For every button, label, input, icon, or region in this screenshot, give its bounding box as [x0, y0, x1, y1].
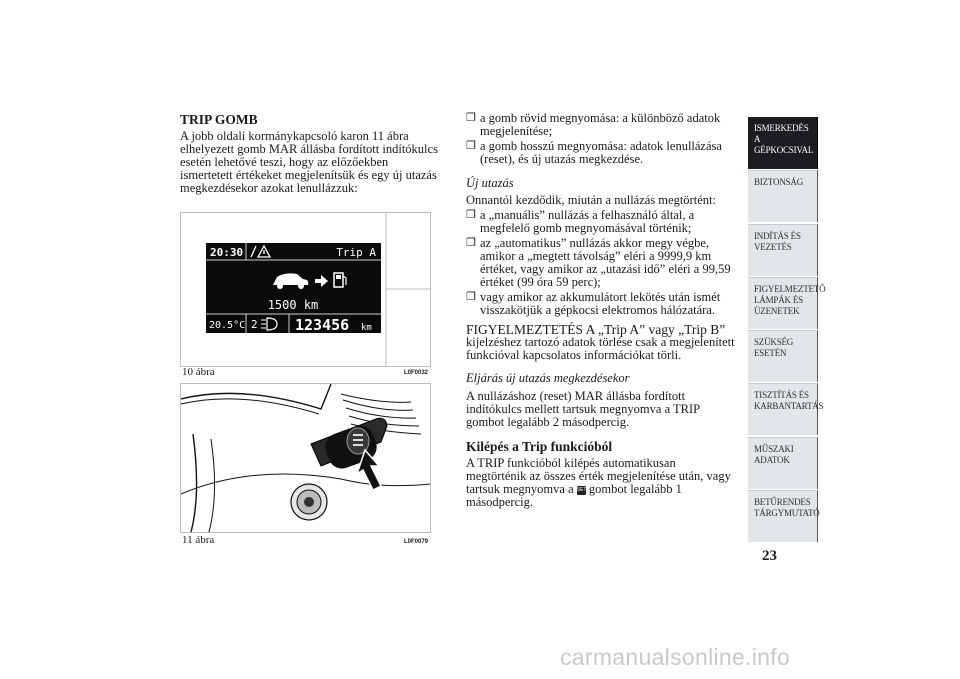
tab-muszaki[interactable]: MŰSZAKI ADATOK: [748, 437, 818, 489]
figure-11: [180, 383, 431, 533]
tab-figyelmezteto[interactable]: FIGYELMEZTETŐ LÁMPÁK ÉS ÜZENETEK: [748, 277, 818, 329]
bullet-list-mid: [466, 209, 738, 317]
warning-text: kijelzéshez tartozó adatok törlése csak a megjelenített funkcióval kapcsolatos információkat törli.: [466, 335, 735, 362]
tab-biztonsag[interactable]: BIZTONSÁG: [748, 170, 818, 222]
display-trip-label: Trip A: [336, 246, 376, 259]
checkbox-bullet-icon: ❐: [466, 112, 476, 124]
display-odometer-unit: km: [361, 323, 372, 333]
new-trip-intro: Onnantól kezdődik, miután a nullázás megtörtént:: [466, 193, 716, 207]
list-item: ❐ az „automatikus” nullázás akkor megy végbe, amikor a „megtett távolság” eléri a 9999,9 km értéket, vagy amikor az „utazási idő” eléri a 99,59 értéket (99 óra 59 perc);: [466, 236, 731, 289]
right-column: [466, 112, 738, 509]
section-tabs: [748, 117, 826, 543]
exit-heading: Kilépés a Trip funkcióból: [466, 439, 613, 454]
page-number: 23: [762, 548, 777, 564]
procedure-text: A nullázáshoz (reset) MAR állásba fordított indítókulcs mellett tartsuk megnyomva a TRIP gombot legalább 2 másodpercig.: [466, 389, 700, 429]
ignition-lock-icon: [291, 484, 327, 520]
checkbox-bullet-icon: ❐: [466, 237, 476, 249]
list-item: ❐ vagy amikor az akkumulátort lekötés után ismét visszakötjük a gépkocsi elektromos hálózatára.: [466, 290, 721, 317]
checkbox-bullet-icon: ❐: [466, 140, 476, 152]
steering-column-illustration: [181, 384, 430, 532]
figure-10-code: L0F0032: [404, 370, 429, 376]
display-odometer: 123456: [295, 316, 350, 334]
list-item: ❐ a gomb rövid megnyomása: a különböző adatok megjelenítése;: [466, 111, 721, 138]
intro-paragraph: A jobb oldali kormánykapcsoló karon 11 ábra elhelyezett gomb MAR állásba fordított indítókulcs esetén lehetővé teszi, hogy az előzőekben ismertetett értékeket megjelenítsük és egy új utazás megkezdésekor azokat lenullázzuk:: [180, 129, 438, 195]
display-temperature: 20.5°C: [209, 320, 246, 331]
list-item: ❐ a „manuális” nullázás a felhasználó által, a megfelelő gomb megnyomásával történik;: [466, 208, 695, 235]
exit-text-part-a: A TRIP funkcióból kilépés automatikusan megtörténik az összes érték megjelenítése után, vagy tartsuk megnyomva a: [466, 456, 731, 496]
display-time: 20:30: [210, 246, 244, 259]
figure-10-label: 10 ábra: [182, 366, 215, 378]
exit-text: [466, 457, 738, 509]
checkbox-bullet-icon: ❐: [466, 291, 476, 303]
tab-tisztitas[interactable]: TISZTÍTÁS ÉS KARBANTARTÁS: [748, 383, 818, 435]
section-heading-trip-gomb: TRIP GOMB: [180, 112, 258, 127]
new-trip-title: Új utazás: [466, 176, 514, 190]
watermark: carmanualsonline.info: [560, 644, 791, 670]
bullet-list-top: [466, 112, 738, 166]
procedure-title: Eljárás új utazás megkezdésekor: [466, 371, 630, 385]
display-gear: 2: [251, 318, 258, 331]
figure-11-code: L0F0079: [404, 539, 429, 545]
tab-ismerkedes[interactable]: ISMERKEDÉS A GÉPKOCSIVAL: [748, 117, 818, 169]
tab-szukseg[interactable]: SZÜKSÉG ESETÉN: [748, 330, 818, 382]
warning-heading: FIGYELMEZTETÉS A „Trip A” vagy „Trip B”: [466, 322, 726, 337]
checkbox-bullet-icon: ❐: [466, 209, 476, 221]
figure-11-label: 11 ábra: [182, 534, 215, 546]
figure-10: [180, 212, 431, 367]
instrument-display-illustration: [181, 213, 430, 366]
tab-betureNdes[interactable]: BETŰRENDES TÁRGYMUTATÓ: [748, 490, 818, 542]
list-item: ❐ a gomb hosszú megnyomása: adatok lenullázása (reset), és új utazás megkezdése.: [466, 139, 722, 166]
exit-text-part-b: gombot legalább 1 másodpercig.: [466, 482, 682, 509]
tab-inditas[interactable]: INDÍTÁS ÉS VEZETÉS: [748, 224, 818, 276]
display-range: 1500 km: [267, 298, 319, 312]
left-column: [180, 112, 442, 195]
set-button-icon: SET: [576, 486, 587, 493]
